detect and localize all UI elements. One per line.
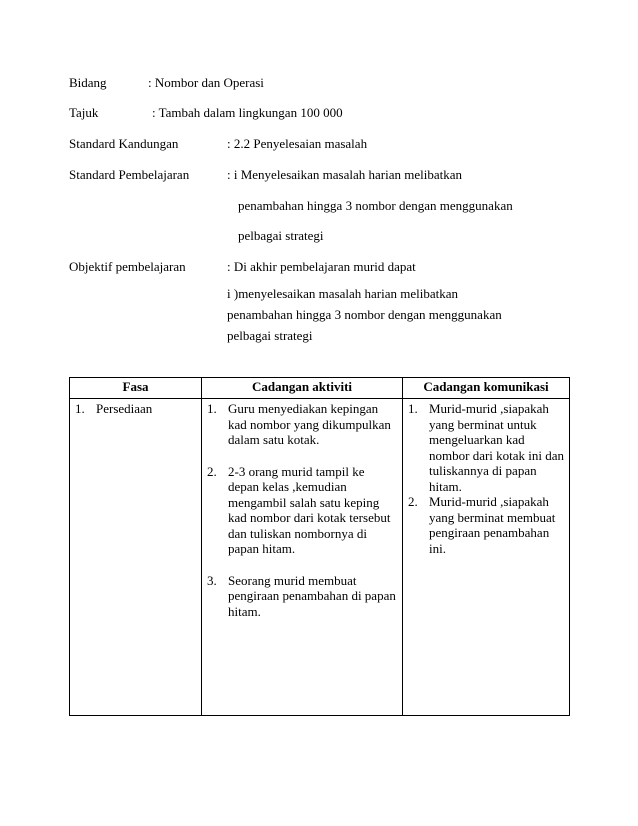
- list-item: [202, 464, 402, 557]
- activity-table: [69, 377, 570, 716]
- objektif-line: pelbagai strategi: [227, 328, 313, 343]
- item-text: Murid-murid ,siapakah yang berminat membuat pengiraan penambahan ini.: [429, 494, 556, 556]
- item-number: 1.: [75, 401, 85, 416]
- item-text: 2-3 orang murid tampil ke depan kelas ,kemudian mengambil salah satu keping kad nombor dari kotak tersebut dan tuliskan nombornya di papan hitam.: [228, 463, 391, 556]
- bidang-value: : Nombor dan Operasi: [148, 75, 264, 90]
- column-header-aktiviti: Cadangan aktiviti: [202, 378, 403, 399]
- standard-pembelajaran-line: penambahan hingga 3 nombor dengan menggunakan: [238, 198, 513, 213]
- list-item: [403, 401, 569, 494]
- item-number: 1.: [408, 401, 418, 416]
- aktiviti-cell: [202, 399, 403, 716]
- item-number: 2.: [207, 463, 217, 479]
- item-number: 1.: [207, 401, 217, 416]
- objektif-line: : Di akhir pembelajaran murid dapat: [227, 259, 416, 274]
- standard-pembelajaran-label: Standard Pembelajaran: [69, 167, 190, 182]
- tajuk-label: Tajuk: [69, 105, 99, 120]
- fasa-list: [70, 401, 201, 417]
- list-item: [70, 401, 201, 417]
- aktiviti-list: [202, 401, 402, 619]
- objektif-line: penambahan hingga 3 nombor dengan menggunakan: [227, 307, 502, 322]
- item-text: Murid-murid ,siapakah yang berminat untuk mengeluarkan kad nombor dari kotak ini dan tuliskannya di papan hitam.: [429, 401, 565, 494]
- column-header-komunikasi: Cadangan komunikasi: [403, 378, 570, 399]
- item-text: Guru menyediakan kepingan kad nombor yang dikumpulkan dalam satu kotak.: [228, 401, 391, 447]
- standard-kandungan-value: : 2.2 Penyelesaian masalah: [227, 136, 368, 151]
- fasa-cell: [70, 399, 202, 716]
- item-number: 3.: [207, 572, 217, 588]
- table-header-row: [70, 378, 570, 399]
- standard-pembelajaran-line: : i Menyelesaikan masalah harian melibatkan: [227, 167, 462, 182]
- tajuk-value: : Tambah dalam lingkungan 100 000: [152, 105, 343, 120]
- list-item: [403, 494, 569, 556]
- column-header-fasa: Fasa: [70, 378, 202, 399]
- objektif-label: Objektif pembelajaran: [69, 259, 186, 274]
- objektif-line: i )menyelesaikan masalah harian melibatkan: [227, 286, 459, 301]
- list-item: [202, 401, 402, 448]
- table-row: [70, 399, 570, 716]
- item-text: Persediaan: [96, 401, 153, 416]
- item-number: 2.: [408, 494, 418, 509]
- komunikasi-list: [403, 401, 569, 556]
- standard-pembelajaran-line: pelbagai strategi: [238, 228, 324, 243]
- item-text: Seorang murid membuat pengiraan penambahan di papan hitam.: [228, 572, 396, 619]
- list-item: [202, 573, 402, 620]
- standard-kandungan-label: Standard Kandungan: [69, 136, 179, 151]
- bidang-label: Bidang: [69, 75, 107, 90]
- komunikasi-cell: [403, 399, 570, 716]
